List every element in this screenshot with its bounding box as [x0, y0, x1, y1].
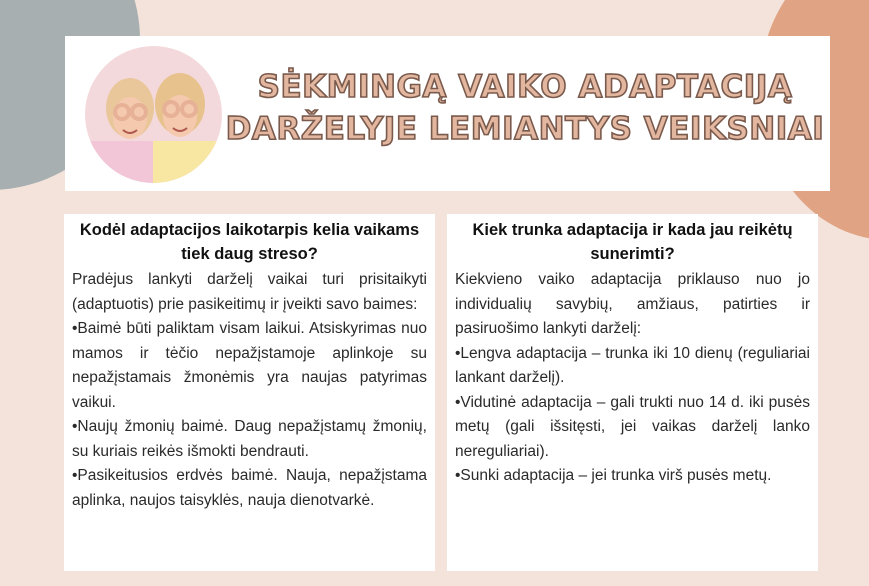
card-paragraph: •Pasikeitusios erdvės baimė. Nauja, nepažįstama aplinka, naujos taisyklės, nauja dienotvarkė. [72, 467, 427, 509]
card-paragraph: •Naujų žmonių baimė. Daug nepažįstamų žmonių, su kuriais reikės išmokti bendrauti. [72, 418, 427, 460]
stress-info-card [64, 214, 435, 571]
card-title: Kiek trunka adaptacija ir kada jau reikėtų sunerimti? [472, 221, 793, 263]
card-paragraph: •Sunki adaptacija – jei trunka virš pusės metų. [455, 467, 772, 484]
card-paragraph: •Lengva adaptacija – trunka iki 10 dienų (reguliariai lankant darželį). [455, 344, 810, 386]
card-body [72, 268, 427, 513]
card-paragraph: •Vidutinė adaptacija – gali trukti nuo 14 d. iki pusės metų (gali išsitęsti, jei vaikas darželį lanko nereguliariai). [455, 393, 810, 460]
title-line-2: DARŽELYJE LEMIANTYS VEIKSNIAI [225, 111, 825, 147]
card-paragraph: Pradėjus lankyti darželį vaikai turi prisitaikyti (adaptuotis) prie pasikeitimų ir įveikti savo baimes: [72, 271, 427, 313]
card-paragraph: Kiekvieno vaiko adaptacija priklauso nuo jo individualių savybių, amžiaus, patirties ir pasiruošimo lankyti darželį: [455, 271, 810, 337]
children-photo-icon [85, 46, 222, 183]
header-banner [65, 36, 830, 191]
card-paragraph: •Baimė būti paliktam visam laikui. Atsiskyrimas nuo mamos ir tėčio nepažįstamoje aplinkoje su nepažįstamais žmonėmis yra naujas patyrimas vaikui. [72, 320, 427, 411]
duration-info-card [447, 214, 818, 571]
page-title [225, 66, 825, 150]
card-body [455, 268, 810, 489]
title-line-1: SĖKMINGĄ VAIKO ADAPTACIJĄ [257, 69, 793, 105]
card-title: Kodėl adaptacijos laikotarpis kelia vaikams tiek daug streso? [79, 221, 420, 263]
